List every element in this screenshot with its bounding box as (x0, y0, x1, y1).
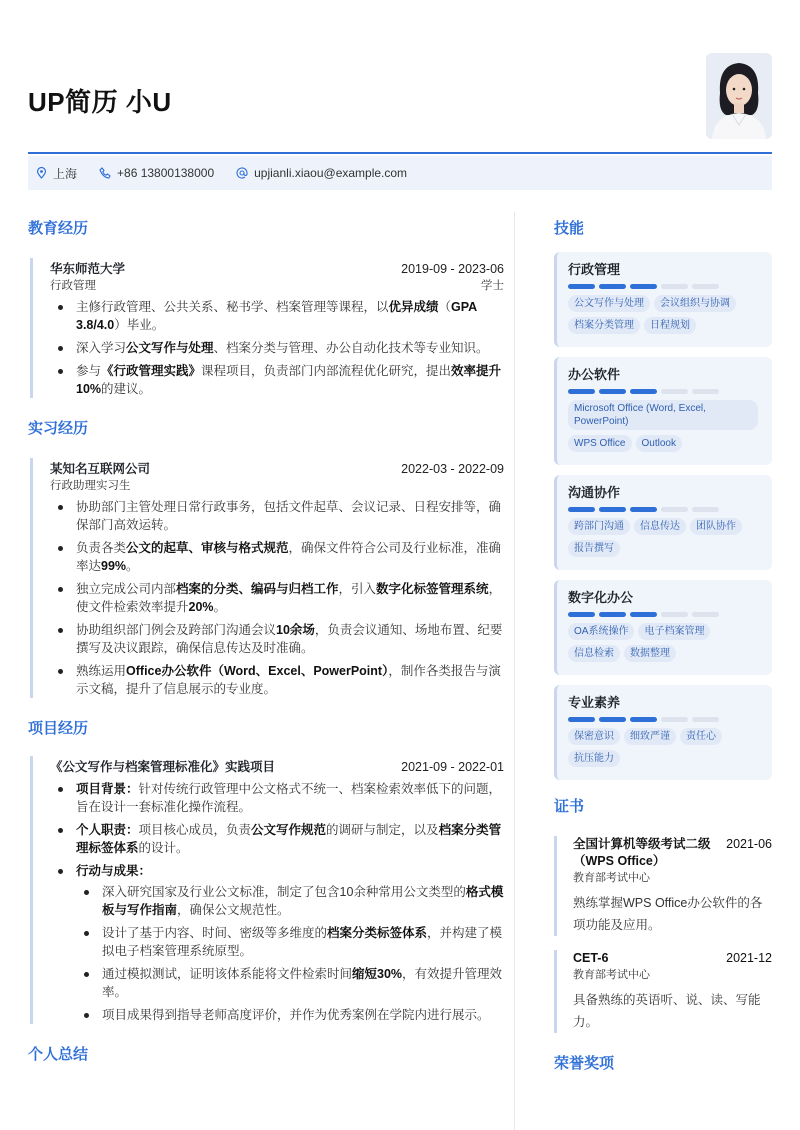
project-date: 2021-09 - 2022-01 (401, 760, 504, 774)
skill-level-segment (630, 284, 657, 289)
list-item: 参与《行政管理实践》课程项目，负责部门内部流程优化研究，提出效率提升10%的建议。 (50, 362, 504, 398)
list-item: 通过模拟测试，证明该体系能将文件检索时间缩短30%，有效提升管理效率。 (76, 965, 504, 1001)
skill-tag: Outlook (636, 435, 682, 452)
education-bullets (50, 298, 504, 398)
at-sign-icon (236, 167, 248, 179)
education-date: 2019-09 - 2023-06 (401, 262, 504, 276)
skill-level-bar (568, 507, 762, 512)
list-item: 个人职责：项目核心成员，负责公文写作规范的调研与制定，以及档案分类管理标签体系的设计。 (50, 821, 504, 857)
skill-name: 专业素养 (568, 695, 621, 710)
skill-level-segment (661, 612, 688, 617)
skill-level-bar (568, 284, 762, 289)
section-title-internship: 实习经历 (28, 420, 89, 437)
section-title-certificates: 证书 (554, 798, 585, 815)
location-pin-icon (36, 167, 47, 179)
profile-photo (706, 53, 772, 139)
company-name: 某知名互联网公司 (50, 462, 151, 476)
list-item: 负责各类公文的起草、审核与格式规范，确保文件符合公司及行业标准，准确率达99%。 (50, 539, 504, 575)
skill-card (554, 580, 772, 675)
skill-tag: 公文写作与处理 (568, 295, 650, 312)
skill-level-segment (692, 507, 719, 512)
skill-tag: 跨部门沟通 (568, 518, 630, 535)
skill-card (554, 252, 772, 347)
list-item: 设计了基于内容、时间、密级等多维度的档案分类标签体系，并构建了模拟电子档案管理系统原型。 (76, 924, 504, 960)
skill-level-segment (692, 284, 719, 289)
certificate-entry (554, 836, 772, 936)
phone-icon (99, 167, 111, 179)
header-divider (28, 152, 772, 154)
location-text: 上海 (53, 166, 78, 181)
skill-level-segment (661, 717, 688, 722)
list-item: 行动与成果： 深入研究国家及行业公文标准，制定了包含10余种常用公文类型的格式模板与写作指南，确保公文规范性。 设计了基于内容、时间、密级等多维度的档案分类标签体系，并构建了模拟电子档案管理系统原型。 通过模拟测试，证明该体系能将文件检索时间缩短30%，有效提升管理效率。 项目成果得到指导老师高度评价，并作为优秀案例在学院内进行展示。 (50, 862, 504, 1024)
skill-tag: 团队协作 (690, 518, 742, 535)
skill-name: 办公软件 (568, 367, 621, 382)
skill-level-segment (630, 717, 657, 722)
list-item: 独立完成公司内部档案的分类、编码与归档工作，引入数字化标签管理系统，使文件检索效率提升20%。 (50, 580, 504, 616)
column-divider (514, 212, 515, 1130)
major: 行政管理 (50, 280, 96, 292)
certificates-list (554, 836, 772, 1033)
school-name: 华东师范大学 (50, 262, 126, 276)
section-title-awards: 荣誉奖项 (554, 1055, 615, 1072)
skill-level-segment (692, 612, 719, 617)
skill-level-segment (692, 389, 719, 394)
skill-level-segment (568, 507, 595, 512)
skills-list (554, 252, 772, 780)
certificate-description: 熟练掌握WPS Office办公软件的各项功能及应用。 (573, 896, 763, 932)
job-title: 行政助理实习生 (50, 480, 131, 492)
skill-name: 沟通协作 (568, 485, 621, 500)
certificate-description: 具备熟练的英语听、说、读、写能力。 (573, 993, 761, 1029)
skill-name: 数字化办公 (568, 590, 634, 605)
internship-entry (30, 458, 504, 698)
contact-email[interactable] (236, 166, 407, 180)
skill-tags (568, 295, 762, 339)
skill-name: 行政管理 (568, 262, 621, 277)
certificate-entry (554, 950, 772, 1033)
internship-bullets (50, 498, 504, 698)
skill-tag: Microsoft Office (Word, Excel, PowerPoint) (568, 400, 758, 430)
contact-bar (28, 156, 772, 190)
degree: 学士 (481, 280, 504, 292)
skill-card (554, 685, 772, 780)
skill-level-segment (630, 389, 657, 394)
skill-card (554, 475, 772, 570)
skill-level-segment (630, 612, 657, 617)
skill-level-segment (568, 612, 595, 617)
skill-tag: 信息传达 (634, 518, 686, 535)
project-entry (30, 756, 504, 1024)
internship-date: 2022-03 - 2022-09 (401, 462, 504, 476)
skill-level-segment (599, 717, 626, 722)
list-item: 项目背景：针对传统行政管理中公文格式不统一、档案检索效率低下的问题，旨在设计一套标准化操作流程。 (50, 780, 504, 816)
skill-level-segment (568, 389, 595, 394)
main-column (28, 212, 504, 1072)
skill-tag: 细致严谨 (624, 728, 676, 745)
education-entry (30, 258, 504, 398)
skill-level-segment (661, 507, 688, 512)
skill-level-segment (568, 717, 595, 722)
resume-header (28, 50, 772, 146)
project-name: 《公文写作与档案管理标准化》实践项目 (50, 760, 276, 774)
skill-tag: WPS Office (568, 435, 632, 452)
skill-level-segment (630, 507, 657, 512)
skill-tags (568, 623, 762, 667)
skill-level-segment (599, 284, 626, 289)
list-item: 深入学习公文写作与处理、档案分类与管理、办公自动化技术等专业知识。 (50, 339, 504, 357)
skill-tag: 责任心 (680, 728, 722, 745)
email-text: upjianli.xiaou@example.com (254, 166, 408, 180)
skill-level-segment (599, 507, 626, 512)
list-item: 协助部门主管处理日常行政事务，包括文件起草、会议记录、日程安排等，确保部门高效运转。 (50, 498, 504, 534)
list-item: 熟练运用Office办公软件（Word、Excel、PowerPoint），制作各类报告与演示文稿，提升了信息展示的专业度。 (50, 662, 504, 698)
list-item: 深入研究国家及行业公文标准，制定了包含10余种常用公文类型的格式模板与写作指南，确保公文规范性。 (76, 883, 504, 919)
certificate-date: 2021-06 (726, 837, 772, 851)
skill-tag: 电子档案管理 (638, 623, 710, 640)
skill-level-bar (568, 717, 762, 722)
contact-phone[interactable] (99, 166, 214, 180)
skill-level-segment (661, 389, 688, 394)
skill-level-bar (568, 612, 762, 617)
certificate-name: 全国计算机等级考试二级（WPS Office） (573, 837, 711, 868)
list-item: 项目成果得到指导老师高度评价，并作为优秀案例在学院内进行展示。 (76, 1006, 504, 1024)
section-title-education: 教育经历 (28, 220, 89, 237)
skill-tags (568, 400, 762, 457)
skill-level-bar (568, 389, 762, 394)
skill-tag: 会议组织与协调 (654, 295, 736, 312)
project-sub-bullets (76, 883, 504, 1024)
skill-card (554, 357, 772, 465)
section-title-skills: 技能 (554, 220, 585, 237)
skill-level-segment (599, 612, 626, 617)
list-item: 主修行政管理、公共关系、秘书学、档案管理等课程，以优异成绩（GPA 3.8/4.0）毕业。 (50, 298, 504, 334)
certificate-name: CET-6 (573, 951, 609, 965)
skill-tag: 档案分类管理 (568, 317, 640, 334)
certificate-date: 2021-12 (726, 951, 772, 965)
skill-tags (568, 728, 762, 772)
skill-tag: 抗压能力 (568, 750, 620, 767)
side-column (554, 212, 772, 1081)
contact-location (36, 165, 77, 182)
skill-tags (568, 518, 762, 562)
certificate-issuer: 教育部考试中心 (573, 872, 650, 884)
project-bullets (50, 780, 504, 1024)
skill-tag: 数据整理 (624, 645, 676, 662)
list-item: 协助组织部门例会及跨部门沟通会议10余场，负责会议通知、场地布置、纪要撰写及决议跟踪，确保信息传达及时准确。 (50, 621, 504, 657)
skill-tag: 日程规划 (644, 317, 696, 334)
phone-text: +86 13800138000 (117, 166, 215, 180)
skill-level-segment (599, 389, 626, 394)
skill-tag: 信息检索 (568, 645, 620, 662)
skill-tag: 报告撰写 (568, 540, 620, 557)
section-title-projects: 项目经历 (28, 720, 89, 737)
skill-level-segment (568, 284, 595, 289)
section-title-summary: 个人总结 (28, 1046, 89, 1063)
skill-level-segment (692, 717, 719, 722)
skill-tag: 保密意识 (568, 728, 620, 745)
candidate-name: UP简历 小U (28, 87, 172, 117)
skill-tag: OA系统操作 (568, 623, 634, 640)
certificate-issuer: 教育部考试中心 (573, 969, 650, 981)
skill-level-segment (661, 284, 688, 289)
